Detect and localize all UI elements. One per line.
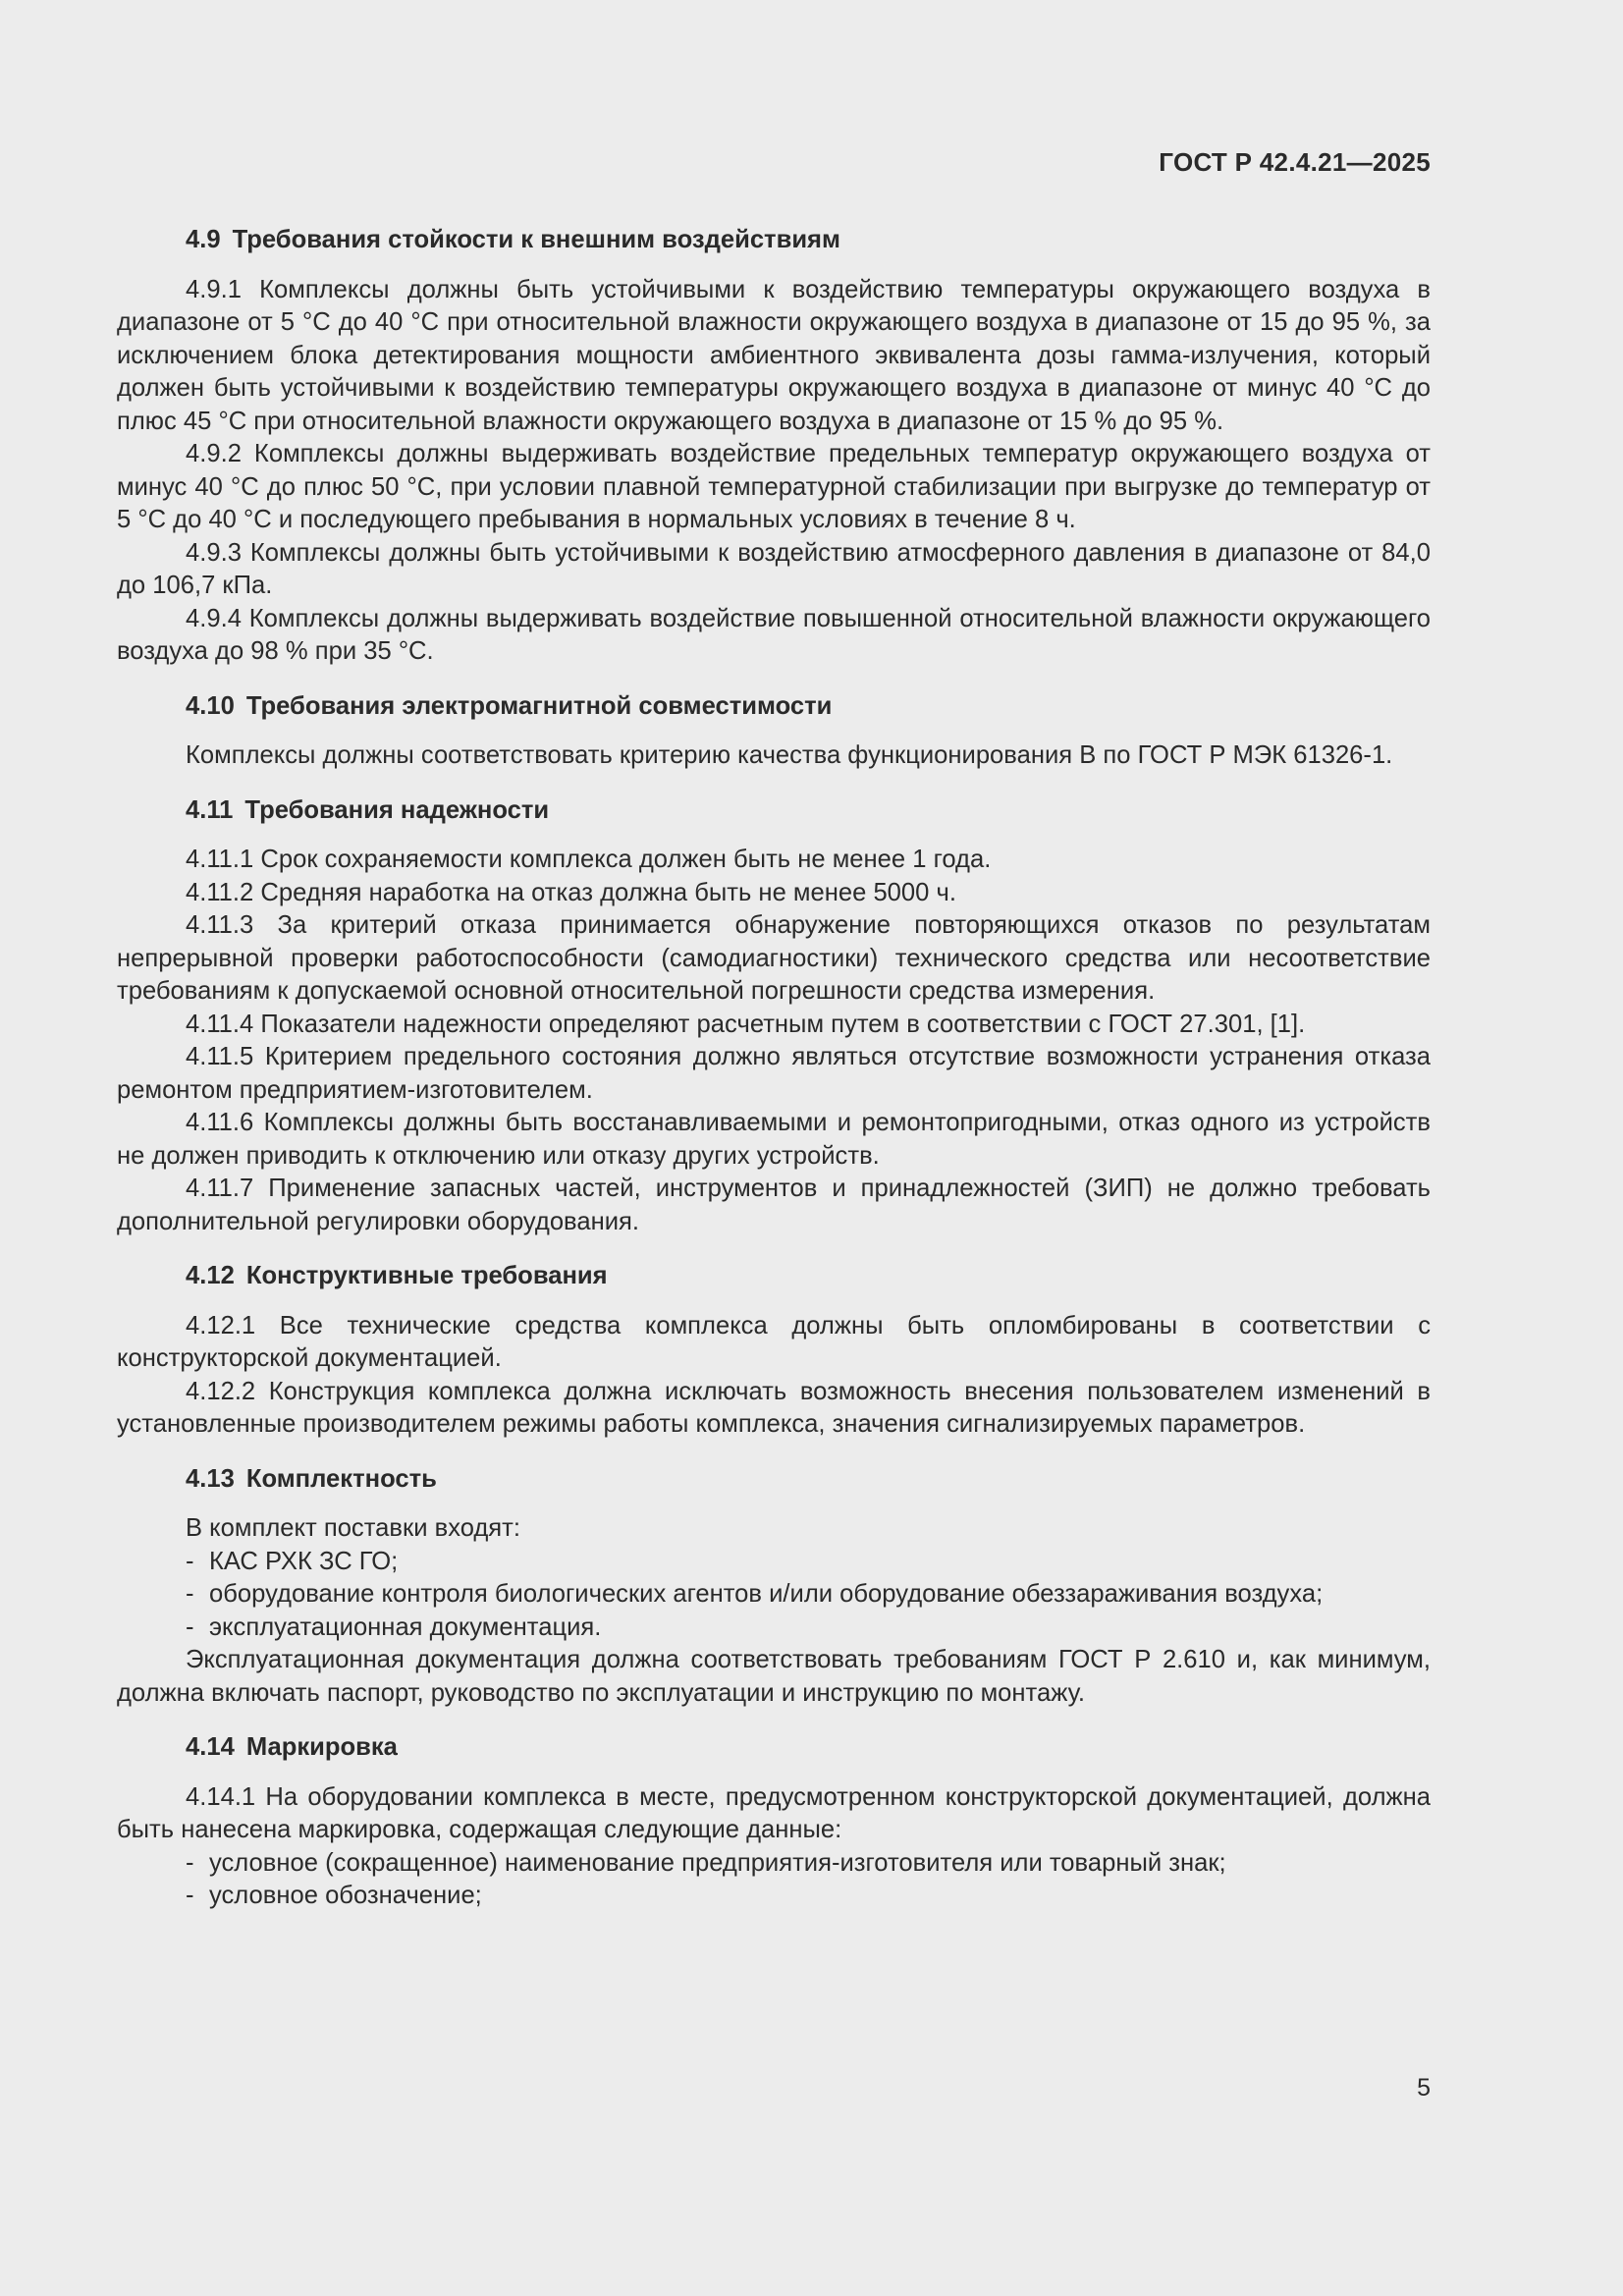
section-number: 4.9 xyxy=(186,226,221,253)
paragraph-4-11-5: 4.11.5 Критерием предельного состояния должно являться отсутствие возможности устранения отказа ремонтом предприятием-изготовителем. xyxy=(117,1043,1431,1104)
list-item-text: условное (сокращенное) наименование предприятия-изготовителя или товарный знак; xyxy=(209,1848,1226,1877)
section-title-4-9 xyxy=(117,224,1431,257)
list-item-text: оборудование контроля биологических агентов и/или оборудование обеззараживания воздуха; xyxy=(209,1580,1324,1608)
delivery-set-intro: В комплект поставки входят: xyxy=(186,1514,521,1542)
list-item: - условное обозначение; xyxy=(186,1882,482,1909)
paragraph-4-13-documentation: Эксплуатационная документация должна соответствовать требованиям ГОСТ Р 2.610 и, как минимум, должна включать паспорт, руководство по эксплуатации и инструкцию по монтажу. xyxy=(117,1646,1431,1707)
section-title-text: Маркировка xyxy=(245,1733,398,1761)
paragraph-4-10: Комплексы должны соответствовать критерию качества функционирования В по ГОСТ Р МЭК 61326-1. xyxy=(186,741,1393,769)
document-code: ГОСТ Р 42.4.21—2025 xyxy=(1159,147,1431,177)
section-number: 4.12 xyxy=(186,1262,235,1289)
paragraph-4-9-2: 4.9.2 Комплексы должны выдерживать воздействие предельных температур окружающего воздуха от минус 40 °С до плюс 50 °С, при условии плавной температурной стабилизации при выгрузке до температур от 5 °С до 40 °С и последующего пребывания в нормальных условиях в течение 8 ч. xyxy=(117,440,1431,533)
list-item: - условное (сокращенное) наименование предприятия-изготовителя или товарный знак; xyxy=(186,1848,1226,1877)
section-title-4-10 xyxy=(117,690,1431,724)
list-item: - эксплуатационная документация. xyxy=(186,1613,602,1641)
section-title-text: Требования стойкости к внешним воздействиям xyxy=(232,226,840,253)
paragraph-4-9-4: 4.9.4 Комплексы должны выдерживать воздействие повышенной относительной влажности окружающего воздуха до 98 % при 35 °С. xyxy=(117,604,1431,665)
section-number: 4.11 xyxy=(186,795,234,824)
document-body xyxy=(117,224,1431,1913)
paragraph-4-11-1: 4.11.1 Срок сохраняемости комплекса должен быть не менее 1 года. xyxy=(186,846,992,873)
section-number: 4.14 xyxy=(186,1733,235,1761)
list-item-text: эксплуатационная документация. xyxy=(209,1613,602,1641)
paragraph-4-11-6: 4.11.6 Комплексы должны быть восстанавливаемыми и ремонтопригодными, отказ одного из устройств не должен приводить к отключению или отказу других устройств. xyxy=(117,1109,1431,1170)
section-number: 4.10 xyxy=(186,691,235,720)
section-title-4-14 xyxy=(117,1731,1431,1765)
section-title-text: Комплектность xyxy=(245,1464,437,1493)
section-number: 4.13 xyxy=(186,1464,235,1493)
section-title-text: Требования электромагнитной совместимости xyxy=(245,691,833,720)
section-title-text: Требования надежности xyxy=(244,795,550,824)
list-item: - оборудование контроля биологических агентов и/или оборудование обеззараживания воздуха; xyxy=(186,1580,1324,1608)
paragraph-4-11-3: 4.11.3 За критерий отказа принимается обнаружение повторяющихся отказов по результатам непрерывной проверки работоспособности (самодиагностики) технического средства или несоответствие требованиям к допускаемой основной относительной погрешности средства измерения. xyxy=(117,911,1431,1005)
paragraph-4-11-4: 4.11.4 Показатели надежности определяют расчетным путем в соответствии с ГОСТ 27.301, [1]. xyxy=(186,1010,1306,1038)
section-title-4-11 xyxy=(117,794,1431,828)
paragraph-4-12-2: 4.12.2 Конструкция комплекса должна исключать возможность внесения пользователем изменений в установленные производителем режимы работы комплекса, значения сигнализируемых параметров. xyxy=(117,1377,1431,1438)
paragraph-4-9-3: 4.9.3 Комплексы должны быть устойчивыми к воздействию атмосферного давления в диапазоне от 84,0 до 106,7 кПа. xyxy=(117,538,1431,599)
section-title-4-13 xyxy=(117,1463,1431,1497)
page-number: 5 xyxy=(1417,2074,1431,2102)
section-title-4-12 xyxy=(117,1260,1431,1293)
paragraph-4-14-1: 4.14.1 На оборудовании комплекса в месте, предусмотренном конструкторской документацией, должна быть нанесена маркировка, содержащая следующие данные: xyxy=(117,1782,1431,1843)
list-item-text: условное обозначение; xyxy=(209,1882,482,1909)
list-item-text: КАС РХК ЗС ГО; xyxy=(209,1547,399,1575)
list-item: - КАС РХК ЗС ГО; xyxy=(186,1547,399,1575)
paragraph-4-11-7: 4.11.7 Применение запасных частей, инструментов и принадлежностей (ЗИП) не должно требовать дополнительной регулировки оборудования. xyxy=(117,1175,1431,1235)
paragraph-4-9-1: 4.9.1 Комплексы должны быть устойчивыми к воздействию температуры окружающего воздуха в диапазоне от 5 °С до 40 °С при относительной влажности окружающего воздуха в диапазоне от 15 до 95 %, за исключением блока детектирования мощности амбиентного эквивалента дозы гамма-излучения, который должен быть устойчивыми к воздействию температуры окружающего воздуха в диапазоне от минус 40 °С до плюс 45 °С при относительной влажности окружающего воздуха в диапазоне от 15 % до 95 %. xyxy=(117,275,1431,435)
paragraph-4-12-1: 4.12.1 Все технические средства комплекса должны быть опломбированы в соответствии с конструкторской документацией. xyxy=(117,1311,1431,1372)
paragraph-4-11-2: 4.11.2 Средняя наработка на отказ должна быть не менее 5000 ч. xyxy=(186,878,956,906)
section-title-text: Конструктивные требования xyxy=(245,1262,608,1289)
